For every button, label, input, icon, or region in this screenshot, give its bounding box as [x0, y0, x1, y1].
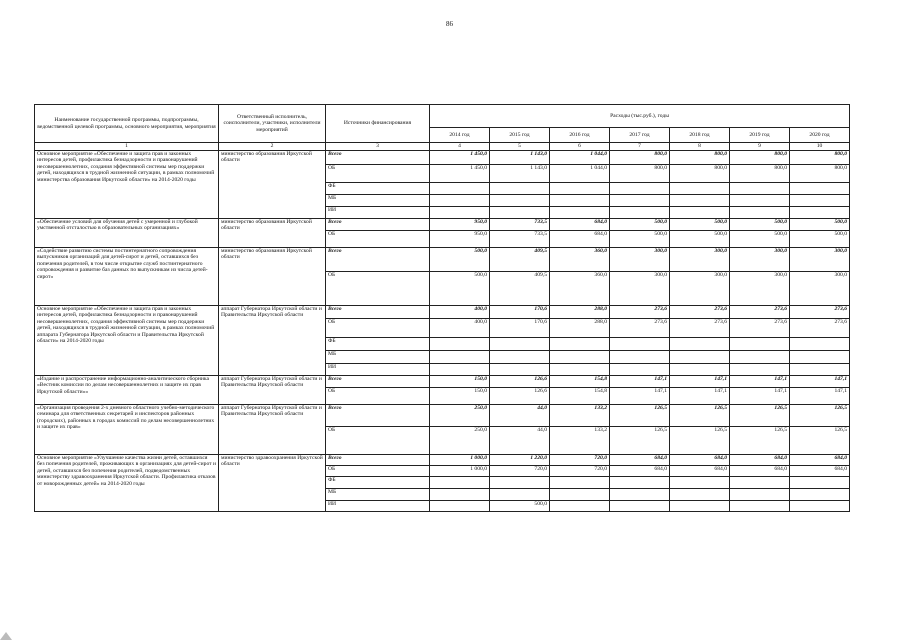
expense-value: 273,6 [790, 306, 850, 319]
table-row [35, 455, 850, 466]
expense-value [610, 195, 670, 207]
expense-value [550, 183, 610, 195]
expense-value: 300,0 [610, 272, 670, 306]
expense-value [430, 501, 490, 512]
expense-value: 684,0 [610, 466, 670, 477]
expense-value [670, 364, 730, 376]
header-responsible: Ответственный исполнитель, соисполнители, участники, исполнители мероприятий [219, 105, 326, 143]
expense-value: 1 143,0 [490, 151, 550, 165]
expense-value: 300,0 [670, 248, 730, 272]
expense-value: 720,0 [550, 466, 610, 477]
expense-value [790, 477, 850, 489]
expense-value: 147,1 [610, 376, 670, 388]
expense-value: 500,0 [610, 231, 670, 248]
column-number: 3 [326, 143, 430, 151]
page-number: 86 [446, 20, 453, 28]
expense-value: 950,0 [430, 231, 490, 248]
expense-value: 126,5 [730, 427, 790, 455]
funding-source: Всего [326, 376, 430, 388]
expense-value [550, 207, 610, 219]
expense-value: 500,0 [610, 219, 670, 231]
expense-value: 147,1 [670, 388, 730, 405]
expense-value: 147,1 [670, 376, 730, 388]
expense-value: 150,0 [430, 376, 490, 388]
expense-value [610, 489, 670, 501]
expense-value: 950,0 [430, 219, 490, 231]
year-header: 2019 год [730, 128, 790, 143]
expense-value: 800,0 [790, 165, 850, 183]
expense-value [610, 351, 670, 364]
budget-table [34, 104, 850, 512]
column-number-row [35, 143, 850, 151]
expense-value [790, 338, 850, 351]
expense-value: 1 450,0 [430, 165, 490, 183]
responsible-executor: аппарат Губернатора Иркутской области и Правительства Иркутской области [219, 376, 326, 405]
expense-value [550, 501, 610, 512]
expense-value: 684,0 [790, 455, 850, 466]
activity-name: «Организация проведения 2-х дневного областного учебно-методического семинара для ответственных секретарей и инспекторов районных (городских), районных в городах комиссий по делам несовершеннолетних и защите их прав» [35, 405, 219, 455]
funding-source: Всего [326, 405, 430, 427]
funding-source: Всего [326, 306, 430, 319]
expense-value: 1 220,0 [490, 455, 550, 466]
expense-value: 800,0 [730, 165, 790, 183]
expense-value: 1 450,0 [430, 151, 490, 165]
activity-name: Основное мероприятие «Обеспечение и защита прав и законных интересов детей, профилактика безнадзорности и правонарушений несовершеннолетних, создания эффективной системы мер поддержки детей, находящихся в трудной жизненной ситуации, в рамках полномочий аппарата Губернатора Иркутской области и Правительства Иркутской области» на 2014-2020 годы [35, 306, 219, 376]
expense-value: 720,0 [550, 455, 610, 466]
funding-source: МБ [326, 351, 430, 364]
expense-value: 684,0 [790, 466, 850, 477]
expense-value [490, 489, 550, 501]
expense-value: 300,0 [730, 248, 790, 272]
expense-value: 500,0 [790, 231, 850, 248]
expense-value [730, 489, 790, 501]
expense-value [670, 477, 730, 489]
expense-value [610, 364, 670, 376]
funding-source: Всего [326, 455, 430, 466]
expense-value: 273,6 [670, 306, 730, 319]
expense-value: 684,0 [670, 455, 730, 466]
funding-source: ОБ [326, 272, 430, 306]
column-number: 9 [730, 143, 790, 151]
expense-value [490, 207, 550, 219]
expense-value [610, 477, 670, 489]
expense-value: 800,0 [790, 151, 850, 165]
funding-source: Всего [326, 248, 430, 272]
activity-name: Основное мероприятие «Улучшение качества жизни детей, оставшихся без попечения родителей, проживающих в организациях для детей-сирот и детей, оставшихся без попечения родителей, подведомственных министерству здравоохранения Иркутской области. Профилактика отказов от новорожденных детей» на 2014-2020 годы [35, 455, 219, 512]
expense-value [790, 207, 850, 219]
expense-value [670, 195, 730, 207]
expense-value: 300,0 [790, 272, 850, 306]
expense-value: 500,0 [670, 219, 730, 231]
expense-value: 409,5 [490, 272, 550, 306]
funding-source: ОБ [326, 319, 430, 338]
expense-value [790, 195, 850, 207]
responsible-executor: аппарат Губернатора Иркутской области и Правительства Иркутской области [219, 405, 326, 455]
expense-value [730, 477, 790, 489]
expense-value [430, 195, 490, 207]
expense-value: 300,0 [670, 272, 730, 306]
expense-value: 273,6 [610, 319, 670, 338]
expense-value: 684,0 [730, 455, 790, 466]
responsible-executor: министерство здравоохранения Иркутской области [219, 455, 326, 512]
expense-value: 288,0 [550, 319, 610, 338]
expense-value: 1 044,0 [550, 165, 610, 183]
column-number: 2 [219, 143, 326, 151]
expense-value: 44,0 [490, 427, 550, 455]
funding-source: ФБ [326, 183, 430, 195]
expense-value: 273,6 [610, 306, 670, 319]
expense-value [490, 195, 550, 207]
expense-value: 400,0 [430, 319, 490, 338]
column-number: 1 [35, 143, 219, 151]
expense-value: 500,0 [670, 231, 730, 248]
expense-value: 684,0 [730, 466, 790, 477]
expense-value [790, 501, 850, 512]
funding-source: Всего [326, 219, 430, 231]
activity-name: Основное мероприятие «Обеспечение и защита прав и законных интересов детей, профилактика безнадзорности и правонарушений несовершеннолетних, создания эффективной системы мер поддержки детей, находящихся в трудной жизненной ситуации, в рамках полномочий министерства образования Иркутской области» на 2014-2020 годы [35, 151, 219, 219]
expense-value: 170,6 [490, 306, 550, 319]
expense-value: 720,0 [490, 466, 550, 477]
expense-value: 126,5 [790, 427, 850, 455]
expense-value: 684,0 [550, 219, 610, 231]
expense-value [490, 477, 550, 489]
year-header: 2014 год [430, 128, 490, 143]
binding-mark-icon [0, 628, 12, 640]
expense-value [610, 338, 670, 351]
expense-value: 500,0 [730, 231, 790, 248]
table-row [35, 151, 850, 165]
column-number: 6 [550, 143, 610, 151]
expense-value [730, 195, 790, 207]
expense-value: 273,6 [730, 306, 790, 319]
expense-value [430, 338, 490, 351]
expense-value [550, 477, 610, 489]
column-number: 7 [610, 143, 670, 151]
expense-value: 250,0 [430, 405, 490, 427]
funding-source: ОБ [326, 165, 430, 183]
expense-value [550, 351, 610, 364]
expense-value: 273,6 [790, 319, 850, 338]
expense-value [610, 501, 670, 512]
expense-value [730, 183, 790, 195]
expense-value [670, 501, 730, 512]
expense-value: 147,1 [790, 376, 850, 388]
expense-value: 150,0 [430, 388, 490, 405]
expense-value: 147,1 [730, 376, 790, 388]
expense-value: 288,0 [550, 306, 610, 319]
expense-value: 126,6 [490, 376, 550, 388]
expense-value: 126,5 [670, 405, 730, 427]
year-header: 2016 год [550, 128, 610, 143]
expense-value: 500,0 [730, 219, 790, 231]
funding-source: ОБ [326, 388, 430, 405]
expense-value [430, 207, 490, 219]
expense-value: 800,0 [610, 151, 670, 165]
expense-value [430, 364, 490, 376]
funding-source: ИИ [326, 207, 430, 219]
expense-value: 800,0 [610, 165, 670, 183]
expense-value: 500,0 [490, 501, 550, 512]
expense-value: 126,6 [490, 388, 550, 405]
expense-value [730, 501, 790, 512]
expense-value: 300,0 [610, 248, 670, 272]
responsible-executor: аппарат Губернатора Иркутской области и Правительства Иркутской области [219, 306, 326, 376]
funding-source: ОБ [326, 427, 430, 455]
expense-value: 273,6 [670, 319, 730, 338]
expense-value: 400,0 [430, 306, 490, 319]
responsible-executor: министерство образования Иркутской области [219, 219, 326, 248]
expense-value: 800,0 [670, 165, 730, 183]
expense-value: 360,0 [550, 272, 610, 306]
expense-value: 147,1 [610, 388, 670, 405]
expense-value [550, 195, 610, 207]
table-row [35, 376, 850, 388]
header-name: Наименование государственной программы, подпрограммы, ведомственной целевой программы, основного мероприятия, мероприятия [35, 105, 219, 143]
funding-source: ФБ [326, 477, 430, 489]
header-sources: Источники финансирования [326, 105, 430, 143]
expense-value [730, 364, 790, 376]
expense-value [670, 207, 730, 219]
expense-value: 1 000,0 [430, 455, 490, 466]
expense-value [790, 364, 850, 376]
expense-value [490, 364, 550, 376]
expense-value [670, 351, 730, 364]
funding-source: ИИ [326, 364, 430, 376]
year-header: 2017 год [610, 128, 670, 143]
table-row [35, 219, 850, 231]
expense-value [730, 207, 790, 219]
expense-value: 250,0 [430, 427, 490, 455]
activity-name: «Издание и распространение информационно-аналитического сборника «Вестник комиссии по делам несовершеннолетних и защите их прав Иркутской области»» [35, 376, 219, 405]
expense-value: 800,0 [670, 151, 730, 165]
expense-value: 300,0 [790, 248, 850, 272]
expense-value: 800,0 [730, 151, 790, 165]
expense-value: 147,1 [730, 388, 790, 405]
funding-source: ИИ [326, 501, 430, 512]
activity-name: «Обеспечение условий для обучения детей с умеренной и глубокой умственной отсталостью в образовательных организациях» [35, 219, 219, 248]
expense-value: 133,2 [550, 427, 610, 455]
expense-value: 126,5 [670, 427, 730, 455]
expense-value [790, 351, 850, 364]
expense-value [430, 183, 490, 195]
expense-value: 733,5 [490, 231, 550, 248]
expense-value [730, 351, 790, 364]
expense-value: 1 143,0 [490, 165, 550, 183]
expense-value: 1 000,0 [430, 466, 490, 477]
expense-value [730, 338, 790, 351]
expense-value [430, 477, 490, 489]
expense-value: 170,6 [490, 319, 550, 338]
expense-value [490, 183, 550, 195]
expense-value: 500,0 [430, 272, 490, 306]
column-number: 4 [430, 143, 490, 151]
year-header: 2015 год [490, 128, 550, 143]
expense-value [550, 338, 610, 351]
expense-value [790, 489, 850, 501]
expense-value [550, 489, 610, 501]
table-row [35, 248, 850, 272]
responsible-executor: министерство образования Иркутской области [219, 248, 326, 306]
funding-source: ФБ [326, 338, 430, 351]
header-expenses: Расходы (тыс.руб.), годы [430, 105, 850, 128]
expense-value [610, 207, 670, 219]
activity-name: «Содействие развитию системы постинтернатного сопровождения выпускников организаций для детей-сирот и детей, оставшихся без попечения родителей, в том числе открытие служб постинтернатного сопровождения и развитие баз данных по выпускникам из числа детей-сирот» [35, 248, 219, 306]
funding-source: МБ [326, 489, 430, 501]
funding-source: Всего [326, 151, 430, 165]
expense-value: 154,8 [550, 376, 610, 388]
expense-value: 147,1 [790, 388, 850, 405]
table-row [35, 405, 850, 427]
expense-value [490, 351, 550, 364]
expense-value: 733,5 [490, 219, 550, 231]
expense-value: 360,0 [550, 248, 610, 272]
expense-value: 126,5 [610, 427, 670, 455]
year-header: 2020 год [790, 128, 850, 143]
column-number: 10 [790, 143, 850, 151]
expense-value: 133,2 [550, 405, 610, 427]
expense-value: 300,0 [730, 272, 790, 306]
expense-value [430, 489, 490, 501]
expense-value: 154,8 [550, 388, 610, 405]
responsible-executor: министерство образования Иркутской области [219, 151, 326, 219]
expense-value [610, 183, 670, 195]
expense-value: 500,0 [430, 248, 490, 272]
expense-value: 126,5 [610, 405, 670, 427]
expense-value: 273,6 [730, 319, 790, 338]
expense-value: 684,0 [670, 466, 730, 477]
expense-value: 409,5 [490, 248, 550, 272]
funding-source: ОБ [326, 231, 430, 248]
column-number: 5 [490, 143, 550, 151]
expense-value: 684,0 [550, 231, 610, 248]
expense-value: 44,0 [490, 405, 550, 427]
column-number: 8 [670, 143, 730, 151]
expense-value: 684,0 [610, 455, 670, 466]
expense-value [790, 183, 850, 195]
expense-value: 500,0 [790, 219, 850, 231]
expense-value [670, 489, 730, 501]
expense-value [670, 183, 730, 195]
year-header: 2018 год [670, 128, 730, 143]
expense-value [490, 338, 550, 351]
expense-value [430, 351, 490, 364]
expense-value: 126,5 [730, 405, 790, 427]
expense-value [670, 338, 730, 351]
expense-value: 126,5 [790, 405, 850, 427]
expense-value: 1 044,0 [550, 151, 610, 165]
expense-value [550, 364, 610, 376]
table-row [35, 306, 850, 319]
funding-source: ОБ [326, 466, 430, 477]
funding-source: МБ [326, 195, 430, 207]
